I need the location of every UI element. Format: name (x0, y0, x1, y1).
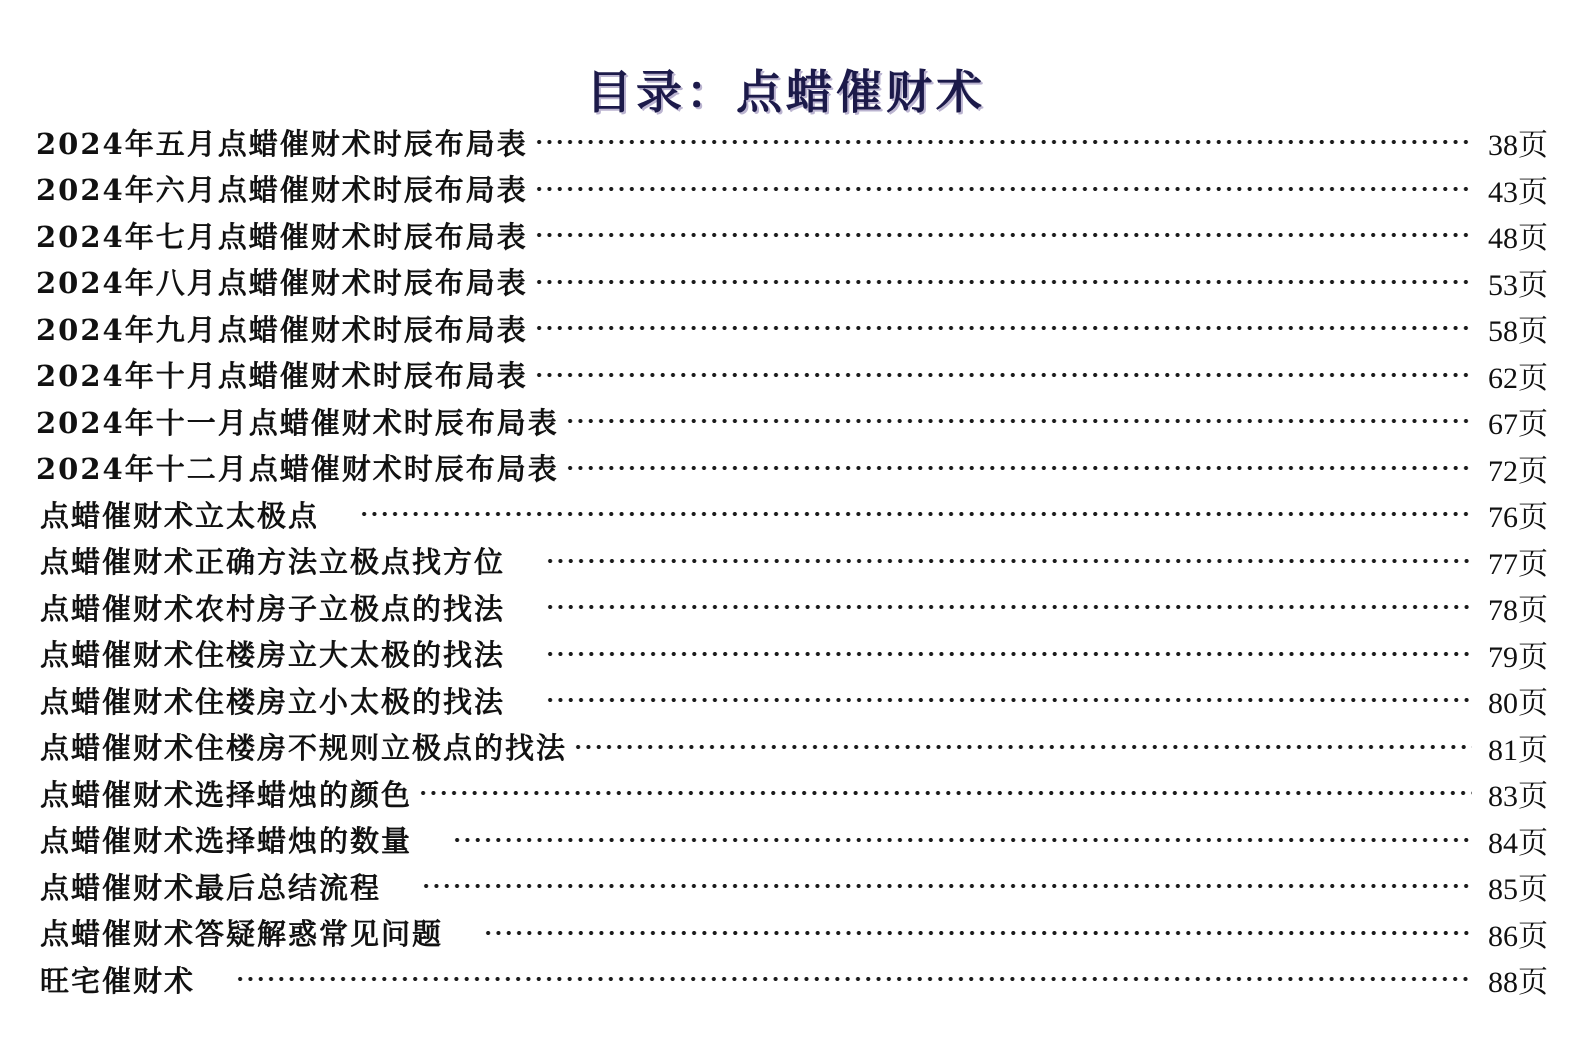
dot-leader (418, 790, 1472, 796)
toc-page-number: 72页 (1488, 454, 1548, 488)
toc-row[interactable] (36, 584, 1548, 631)
toc-entry-title: 2024年十一月点蜡催财术时辰布局表 (36, 405, 559, 440)
toc-row[interactable] (36, 212, 1548, 259)
dot-leader (545, 604, 1472, 610)
toc-page-number: 62页 (1488, 361, 1548, 395)
dot-leader (534, 186, 1472, 192)
toc-entry-title: 点蜡催财术农村房子立极点的找法 (40, 591, 506, 626)
toc-page-number: 80页 (1488, 687, 1548, 721)
dot-leader (534, 139, 1472, 145)
toc-page-number: 48页 (1488, 222, 1548, 256)
dot-leader (545, 651, 1472, 657)
toc-entry-title: 点蜡催财术最后总结流程 (40, 870, 382, 905)
toc-entry-title: 点蜡催财术住楼房不规则立极点的找法 (40, 731, 568, 766)
toc-row[interactable] (36, 817, 1548, 864)
toc-entry-title: 2024年十二月点蜡催财术时辰布局表 (36, 452, 559, 487)
dot-leader (545, 697, 1472, 703)
toc-row[interactable] (36, 631, 1548, 678)
toc-entry-title: 旺宅催财术 (40, 963, 196, 998)
toc-row[interactable] (36, 305, 1548, 352)
dot-leader (534, 279, 1472, 285)
toc-row[interactable] (36, 910, 1548, 957)
toc-page-number: 79页 (1488, 640, 1548, 674)
toc-row[interactable] (36, 677, 1548, 724)
dot-leader (235, 976, 1472, 982)
toc-row[interactable] (36, 863, 1548, 910)
toc-entry-title: 点蜡催财术立太极点 (40, 498, 320, 533)
toc-page-number: 43页 (1488, 175, 1548, 209)
toc-row[interactable] (36, 538, 1548, 585)
dot-leader (534, 232, 1472, 238)
toc-page-number: 88页 (1488, 966, 1548, 1000)
dot-leader (421, 883, 1472, 889)
toc-entry-title: 点蜡催财术选择蜡烛的颜色 (40, 777, 413, 812)
page-title: 目录：点蜡催财术 (586, 65, 986, 119)
dot-leader (452, 837, 1472, 843)
toc-row[interactable] (36, 259, 1548, 306)
dot-leader (534, 372, 1472, 378)
toc-page-number: 53页 (1488, 268, 1548, 302)
toc-entry-title: 2024年七月点蜡催财术时辰布局表 (36, 219, 528, 254)
toc-row[interactable] (36, 352, 1548, 399)
dot-leader (573, 744, 1472, 750)
toc-entry-title: 点蜡催财术正确方法立极点找方位 (40, 545, 506, 580)
toc-page-number: 86页 (1488, 919, 1548, 953)
dot-leader (359, 511, 1472, 517)
toc-entry-title: 点蜡催财术住楼房立小太极的找法 (40, 684, 506, 719)
toc-page-number: 38页 (1488, 129, 1548, 163)
toc-page-number: 67页 (1488, 408, 1548, 442)
toc-row[interactable] (36, 724, 1548, 771)
toc-entry-title: 2024年六月点蜡催财术时辰布局表 (36, 173, 528, 208)
toc-entry-title: 点蜡催财术选择蜡烛的数量 (40, 824, 413, 859)
toc-page-number: 85页 (1488, 873, 1548, 907)
toc-page-number: 76页 (1488, 501, 1548, 535)
toc-page-number: 83页 (1488, 780, 1548, 814)
toc-entry-title: 2024年八月点蜡催财术时辰布局表 (36, 266, 528, 301)
toc-row[interactable] (36, 491, 1548, 538)
toc-page-number: 78页 (1488, 594, 1548, 628)
toc-entry-title: 2024年九月点蜡催财术时辰布局表 (36, 312, 528, 347)
toc-entry-title: 2024年十月点蜡催财术时辰布局表 (36, 359, 528, 394)
toc-page-number: 84页 (1488, 826, 1548, 860)
dot-leader (483, 930, 1472, 936)
toc-row[interactable] (36, 398, 1548, 445)
toc-row[interactable] (36, 445, 1548, 492)
toc-row[interactable] (36, 956, 1548, 1003)
dot-leader (565, 465, 1472, 471)
toc-entry-title: 点蜡催财术答疑解惑常见问题 (40, 917, 444, 952)
dot-leader (565, 418, 1472, 424)
toc-entry-title: 2024年五月点蜡催财术时辰布局表 (36, 126, 528, 161)
toc-page-number: 81页 (1488, 733, 1548, 767)
toc-row[interactable] (36, 119, 1548, 166)
toc-entry-title: 点蜡催财术住楼房立大太极的找法 (40, 638, 506, 673)
table-of-contents (36, 119, 1548, 1003)
toc-page-number: 77页 (1488, 547, 1548, 581)
toc-row[interactable] (36, 770, 1548, 817)
dot-leader (534, 325, 1472, 331)
dot-leader (545, 558, 1472, 564)
toc-row[interactable] (36, 166, 1548, 213)
toc-page-number: 58页 (1488, 315, 1548, 349)
